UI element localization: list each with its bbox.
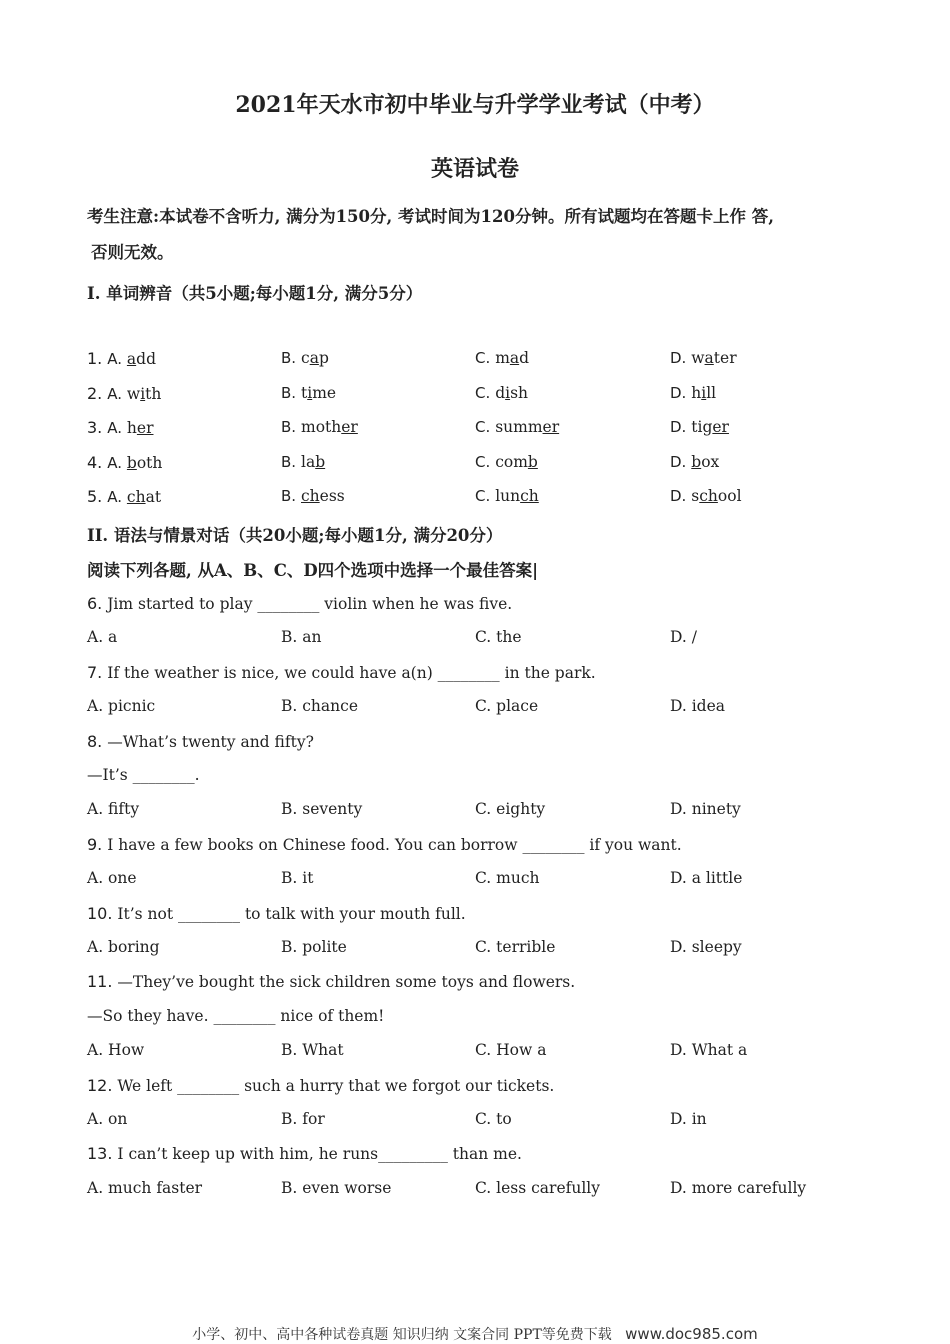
question-number: 3.: [87, 418, 103, 437]
question-number: 5.: [87, 487, 103, 506]
section-2-instruction: 阅读下列各题, 从A、B、C、D四个选项中选择一个最佳答案|: [87, 561, 539, 580]
underlined-letters: b: [527, 452, 538, 471]
option-letter: B.: [281, 349, 297, 367]
question-text: —What’s twenty and fifty?: [107, 732, 314, 751]
option-suffix: ox: [701, 452, 720, 471]
option: D. more carefully: [670, 1178, 807, 1197]
option-prefix: tig: [691, 418, 713, 436]
option-letter: D.: [670, 383, 687, 402]
option: C. the: [475, 628, 522, 647]
question-number: 6.: [87, 594, 103, 613]
section-1-heading: I. 单词辨音（共5小题;每小题1分, 满分5分）: [87, 284, 423, 303]
exam-notice: [87, 199, 877, 271]
option-prefix: c: [301, 349, 310, 367]
option-suffix: at: [145, 488, 162, 506]
option: [281, 384, 336, 402]
notice-line-1: 考生注意:本试卷不含听力, 满分为150分, 考试时间为120分钟。所有试题均在答题卡上作 答,: [87, 207, 774, 226]
option-letter: B.: [281, 452, 297, 471]
option: D. in: [670, 1110, 707, 1128]
question-number: 10.: [87, 903, 113, 923]
question-number: 12.: [87, 1075, 113, 1095]
option-letter: D.: [670, 418, 687, 436]
option: [87, 453, 162, 472]
underlined-letters: b: [315, 452, 326, 471]
question-number: 7.: [87, 662, 103, 682]
option: [87, 418, 153, 437]
question-text: We left ________ such a hurry that we forgot our tickets.: [117, 1076, 555, 1095]
option: C. eighty: [475, 800, 546, 819]
question-line: [87, 835, 682, 854]
notice-line-2: 否则无效。: [91, 243, 174, 262]
option: [475, 418, 559, 436]
option-letter: D.: [670, 487, 687, 505]
option-suffix: ess: [319, 487, 345, 505]
option: [670, 487, 742, 505]
page-footer: [0, 1324, 950, 1344]
option-letter: A.: [107, 453, 122, 472]
question-number: 8.: [87, 731, 103, 751]
underlined-letters: ch: [301, 487, 320, 505]
option: B. for: [281, 1110, 325, 1128]
option: [87, 384, 161, 403]
option: [475, 384, 528, 402]
option-letter: C.: [475, 383, 491, 402]
option: B. What: [281, 1041, 344, 1060]
option: [670, 453, 719, 471]
option: [475, 487, 539, 505]
question-text: It’s not ________ to talk with your mouth full.: [117, 904, 466, 923]
option: D. a little: [670, 869, 743, 888]
question-text: If the weather is nice, we could have a(n) ________ in the park.: [107, 663, 596, 682]
option: [281, 418, 358, 436]
option: A. a: [87, 628, 118, 647]
underlined-letters: er: [136, 419, 154, 437]
option-letter: A.: [107, 488, 122, 506]
option-prefix: s: [691, 487, 700, 505]
option-prefix: summ: [495, 418, 543, 436]
option: [670, 384, 716, 402]
question-line: [87, 594, 512, 613]
option: C. terrible: [475, 938, 556, 956]
option: B. chance: [281, 697, 358, 716]
option: D. /: [670, 628, 697, 647]
question-number: 11.: [87, 972, 113, 992]
option-letter: C.: [475, 452, 491, 471]
option-prefix: t: [301, 383, 308, 402]
question-line: [87, 732, 314, 751]
option-letter: A.: [107, 350, 122, 368]
option: C. much: [475, 869, 540, 888]
option-letter: A.: [107, 419, 122, 437]
option-suffix: ll: [706, 383, 717, 402]
option: B. an: [281, 628, 322, 647]
question-line: [87, 1007, 384, 1025]
option: [87, 487, 161, 506]
underlined-letters: ch: [699, 487, 718, 505]
question-number: 1.: [87, 349, 103, 368]
underlined-letters: er: [712, 418, 729, 436]
question-line: [87, 1076, 554, 1095]
underlined-letters: ch: [520, 487, 539, 505]
option-suffix: oth: [136, 453, 163, 472]
option: C. to: [475, 1110, 512, 1128]
option: [670, 349, 737, 367]
option: D. idea: [670, 697, 726, 716]
question-text: —So they have. ________ nice of them!: [87, 1006, 385, 1025]
option: A. on: [87, 1110, 128, 1128]
question-number: 2.: [87, 383, 103, 403]
option-prefix: m: [495, 349, 510, 367]
question-line: [87, 904, 466, 923]
option: D. What a: [670, 1041, 748, 1060]
option-prefix: com: [495, 452, 528, 471]
option: [281, 487, 345, 505]
option-suffix: p: [318, 349, 329, 367]
option-letter: D.: [670, 452, 687, 471]
option-prefix: d: [495, 383, 506, 402]
option: A. fifty: [87, 800, 140, 819]
option: [281, 349, 329, 367]
question-number: 13.: [87, 1144, 113, 1164]
option: [281, 453, 325, 471]
underlined-letters: er: [341, 418, 358, 436]
option-letter: A.: [107, 384, 122, 403]
underlined-letters: a: [509, 349, 520, 367]
footer-url: www.doc985.com: [625, 1325, 758, 1343]
question-text: —It’s ________.: [87, 766, 200, 784]
option-letter: D.: [670, 349, 687, 367]
footer-text: 小学、初中、高中各种试卷真题 知识归纳 文案合同 PPT等免费下载: [192, 1327, 612, 1343]
option-letter: B.: [281, 487, 297, 505]
exam-title: 2021年天水市初中毕业与升学学业考试（中考）: [235, 92, 715, 118]
option: B. even worse: [281, 1178, 392, 1197]
underlined-letters: a: [126, 350, 137, 368]
underlined-letters: b: [691, 452, 702, 471]
option: D. sleepy: [670, 938, 742, 956]
option-letter: C.: [475, 487, 491, 505]
option: A. one: [87, 869, 137, 888]
question-line: [87, 972, 575, 991]
underlined-letters: i: [307, 383, 313, 402]
option-suffix: d: [519, 349, 530, 367]
question-text: Jim started to play ________ violin when he was five.: [107, 595, 513, 613]
question-number: 9.: [87, 834, 103, 854]
option: A. boring: [87, 938, 160, 956]
underlined-letters: a: [704, 349, 714, 367]
option-prefix: la: [301, 452, 316, 471]
underlined-letters: b: [126, 453, 137, 472]
underlined-letters: er: [542, 418, 560, 436]
option: [475, 349, 529, 367]
option-letter: B.: [281, 383, 297, 402]
option-suffix: dd: [136, 350, 157, 368]
option-prefix: lun: [495, 487, 521, 505]
option: C. less carefully: [475, 1178, 601, 1197]
question-number: 4.: [87, 452, 103, 472]
option: D. ninety: [670, 800, 741, 819]
option-prefix: h: [126, 419, 137, 437]
option: C. place: [475, 697, 539, 716]
option: [670, 418, 729, 436]
question-text: I can’t keep up with him, he runs_________ than me.: [117, 1145, 522, 1164]
option-prefix: h: [691, 383, 702, 402]
underlined-letters: ch: [126, 488, 146, 506]
option: [475, 453, 538, 471]
option-prefix: moth: [301, 418, 342, 436]
option: C. How a: [475, 1041, 547, 1060]
option-suffix: ter: [713, 349, 737, 367]
option-letter: B.: [281, 418, 297, 436]
question-line: [87, 1144, 522, 1163]
option-suffix: ool: [717, 487, 742, 505]
question-text: I have a few books on Chinese food. You can borrow ________ if you want.: [107, 835, 682, 854]
option-suffix: sh: [510, 383, 529, 402]
option-suffix: me: [312, 383, 337, 402]
option-letter: C.: [475, 349, 491, 367]
option: B. polite: [281, 938, 347, 956]
option: A. How: [87, 1041, 145, 1060]
underlined-letters: i: [701, 383, 707, 402]
option-prefix: w: [691, 349, 705, 367]
exam-subtitle: 英语试卷: [430, 156, 519, 182]
option: B. seventy: [281, 800, 363, 819]
option: [87, 349, 156, 368]
question-line: [87, 663, 596, 682]
underlined-letters: a: [309, 349, 319, 367]
question-text: —They’ve bought the sick children some toys and flowers.: [117, 973, 576, 992]
section-2-heading: II. 语法与情景对话（共20小题;每小题1分, 满分20分）: [87, 526, 503, 545]
underlined-letters: i: [505, 383, 511, 402]
underlined-letters: i: [140, 384, 146, 403]
option-prefix: w: [126, 384, 141, 403]
option: A. much faster: [87, 1178, 203, 1197]
option: B. it: [281, 869, 314, 888]
option: A. picnic: [87, 697, 156, 716]
option-suffix: th: [145, 384, 162, 403]
question-line: [87, 766, 200, 784]
option-letter: C.: [475, 418, 491, 436]
